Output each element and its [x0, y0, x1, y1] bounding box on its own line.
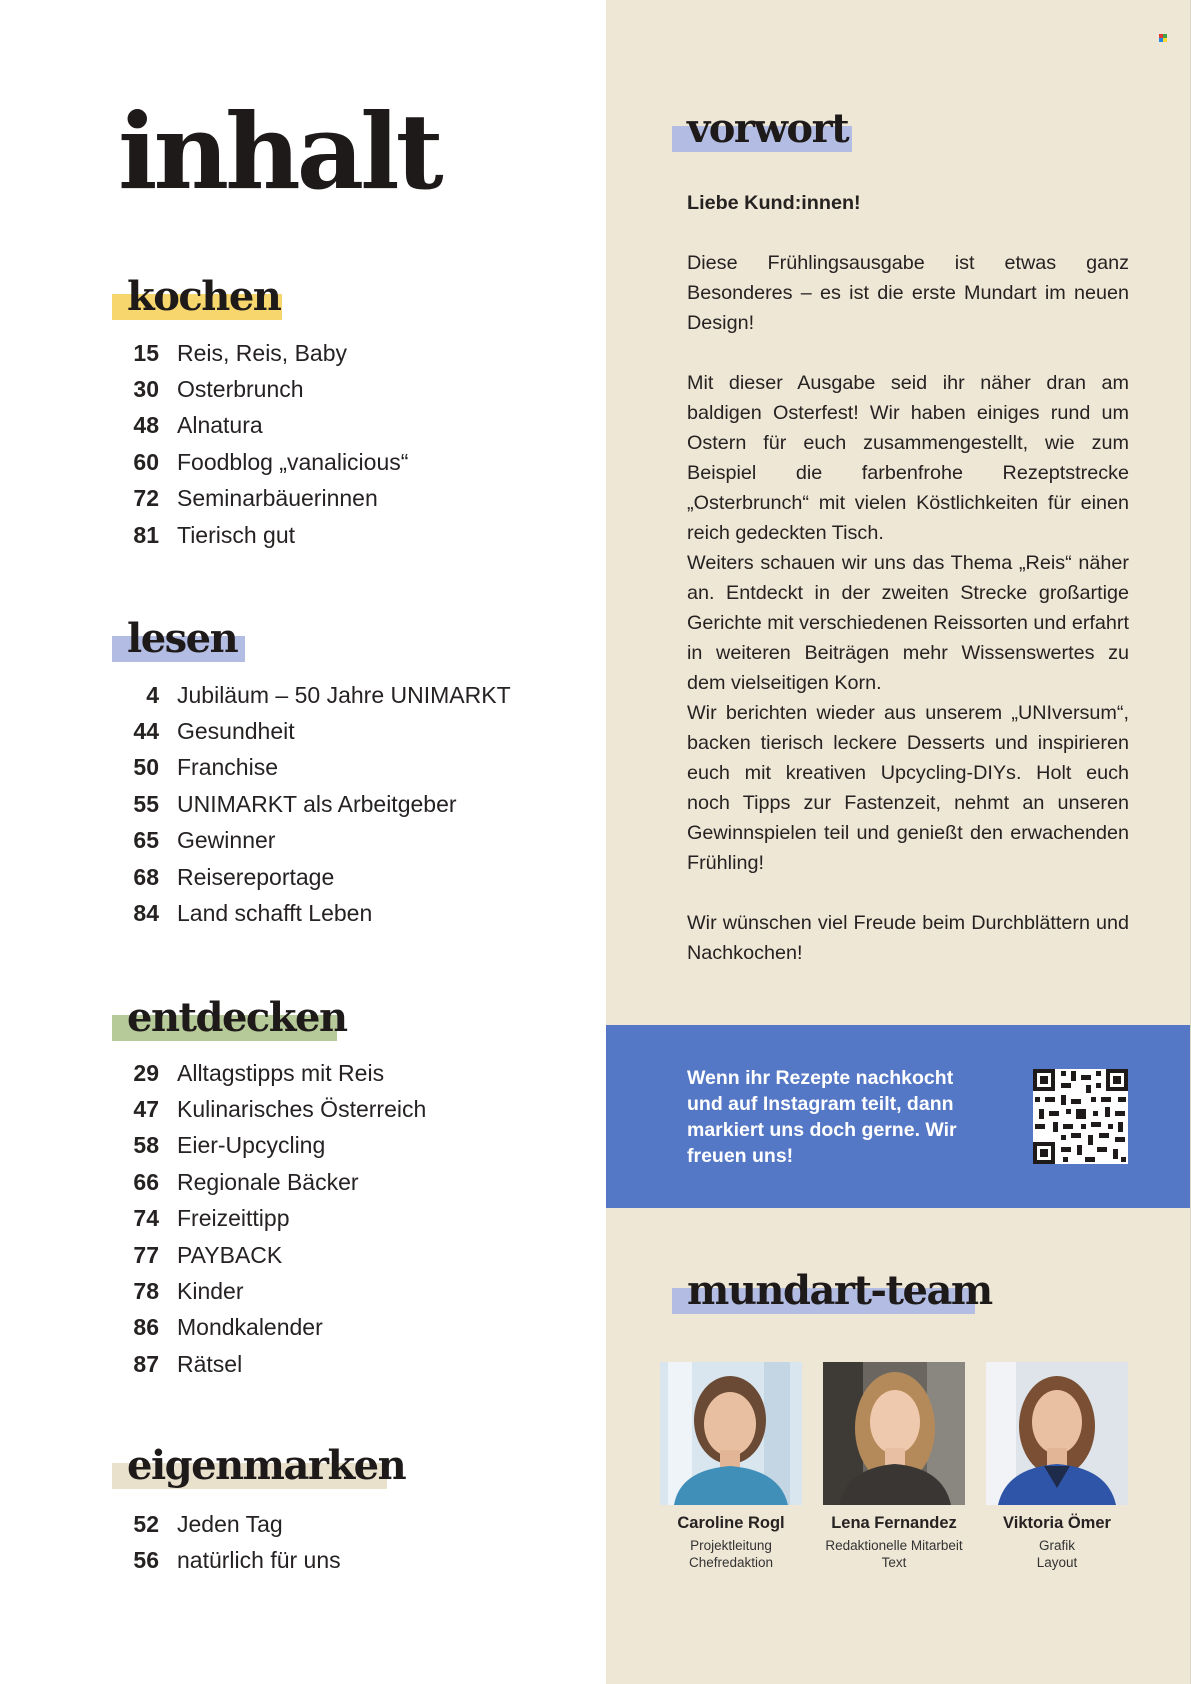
section-title: eigenmarken [127, 1442, 406, 1489]
toc-entry[interactable]: 58 Eier-Upcycling [133, 1132, 326, 1159]
team-member-name: Viktoria Ömer [1003, 1514, 1111, 1532]
toc-entry[interactable]: 60 Foodblog „vanalicious“ [133, 448, 409, 475]
team-member-card [823, 1362, 965, 1571]
team-member-name: Caroline Rogl [677, 1514, 785, 1532]
section-title: vorwort [687, 105, 849, 152]
team-member-role: Grafik [1038, 1538, 1075, 1553]
foreword-paragraph: Weiters schauen wir uns das Thema „Reis“ näher an. Entdeckt in der zweiten Strecke großartige Gerichte mit verschiedenen Reissorten und erfahrt in weiteren Beiträgen mehr Wissenswertes zu dem vielseitigen Korn. [687, 552, 1129, 694]
toc-list-lesen [112, 677, 592, 932]
toc-entry[interactable]: 66 Regionale Bäcker [133, 1168, 359, 1195]
toc-entry[interactable]: 29 Alltagstipps mit Reis [133, 1059, 385, 1086]
toc-entry[interactable]: 74 Freizeittipp [133, 1205, 290, 1232]
toc-entry[interactable]: 72 Seminarbäuerinnen [133, 485, 378, 512]
toc-list-eigenmarken [112, 1506, 592, 1579]
section-title: mundart-team [687, 1267, 992, 1314]
toc-entry[interactable]: 47 Kulinarisches Österreich [133, 1096, 427, 1123]
toc-entry[interactable]: 68 Reisereportage [133, 863, 335, 890]
toc-list-entdecken [112, 1055, 592, 1383]
toc-entry[interactable]: 56 natürlich für uns [133, 1547, 341, 1574]
team-member-role: Projektleitung [690, 1538, 772, 1553]
foreword-paragraph: Mit dieser Ausgabe seid ihr näher dran am baldigen Osterfest! Wir haben einiges rund um Ostern für euch zusammengestellt, wie zum Beispiel die farbenfrohe Rezeptstrecke „Osterbrunch“ mit vielen Köstlichkeiten für einen reich gedeckten Tisch. [687, 372, 1129, 544]
toc-entry[interactable]: 15 Reis, Reis, Baby [133, 339, 348, 366]
instagram-text: Wenn ihr Rezepte nachkocht und auf Instagram teilt, dann markiert uns doch gerne. Wir freuen uns! [687, 1067, 957, 1167]
team-photo [660, 1362, 802, 1505]
section-heading-kochen [112, 272, 280, 322]
foreword-paragraph: Wir berichten wieder aus unserem „UNIversum“, backen tierisch leckere Desserts und inspirieren euch mit kreativen Upcycling-DIYs. Holt euch noch Tipps zur Fastenzeit, nehmt an unseren Gewinnspielen teil und genießt den erwachenden Frühling! [687, 702, 1129, 874]
toc-entry[interactable]: 84 Land schafft Leben [133, 900, 373, 927]
toc-list-kochen [112, 335, 592, 553]
foreword-paragraph: Wir wünschen viel Freude beim Durchblättern und Nachkochen! [687, 912, 1129, 964]
qr-code-icon[interactable] [1033, 1069, 1128, 1164]
instagram-callout [606, 1025, 1190, 1208]
team-member-name: Lena Fernandez [831, 1514, 957, 1532]
toc-entry[interactable]: 86 Mondkalender [133, 1314, 323, 1341]
toc-entry[interactable]: 65 Gewinner [133, 827, 276, 854]
section-title: lesen [127, 615, 238, 662]
foreword-text [687, 188, 1129, 968]
print-mark-icon [1159, 34, 1167, 42]
team-member-role: Layout [1036, 1555, 1078, 1570]
team-member-card [986, 1362, 1128, 1571]
team-photo [823, 1362, 965, 1505]
toc-entry[interactable]: 77 PAYBACK [133, 1241, 283, 1268]
section-title: entdecken [127, 994, 347, 1041]
section-heading-eigenmarken [112, 1441, 405, 1491]
section-title: kochen [127, 273, 281, 320]
foreword-greeting: Liebe Kund:innen! [687, 192, 861, 214]
toc-entry[interactable]: 81 Tierisch gut [133, 521, 296, 548]
toc-entry[interactable]: 48 Alnatura [133, 412, 263, 439]
toc-entry[interactable]: 55 UNIMARKT als Arbeitgeber [133, 790, 457, 817]
toc-entry[interactable]: 30 Osterbrunch [133, 376, 304, 403]
team-member-card [660, 1362, 802, 1571]
page-title: inhalt [118, 90, 440, 213]
team-photo [986, 1362, 1128, 1505]
toc-entry[interactable]: 87 Rätsel [133, 1350, 243, 1377]
toc-entry[interactable]: 78 Kinder [133, 1278, 244, 1305]
section-heading-vorwort [672, 104, 848, 154]
team-member-role: Redaktionelle Mitarbeit [825, 1538, 963, 1553]
toc-entry[interactable]: 50 Franchise [133, 754, 278, 781]
section-heading-lesen [112, 614, 237, 664]
section-heading-entdecken [112, 993, 347, 1043]
foreword-paragraph: Diese Frühlingsausgabe ist etwas ganz Besonderes – es ist die erste Mundart im neuen Design! [687, 252, 1129, 334]
toc-entry[interactable]: 52 Jeden Tag [133, 1510, 283, 1537]
section-heading-team [672, 1266, 992, 1316]
team-member-role: Text [881, 1555, 907, 1570]
team-member-role: Chefredaktion [688, 1555, 774, 1570]
toc-entry[interactable]: 44 Gesundheit [133, 718, 295, 745]
toc-entry[interactable]: 4 Jubiläum – 50 Jahre UNIMARKT [146, 681, 511, 708]
